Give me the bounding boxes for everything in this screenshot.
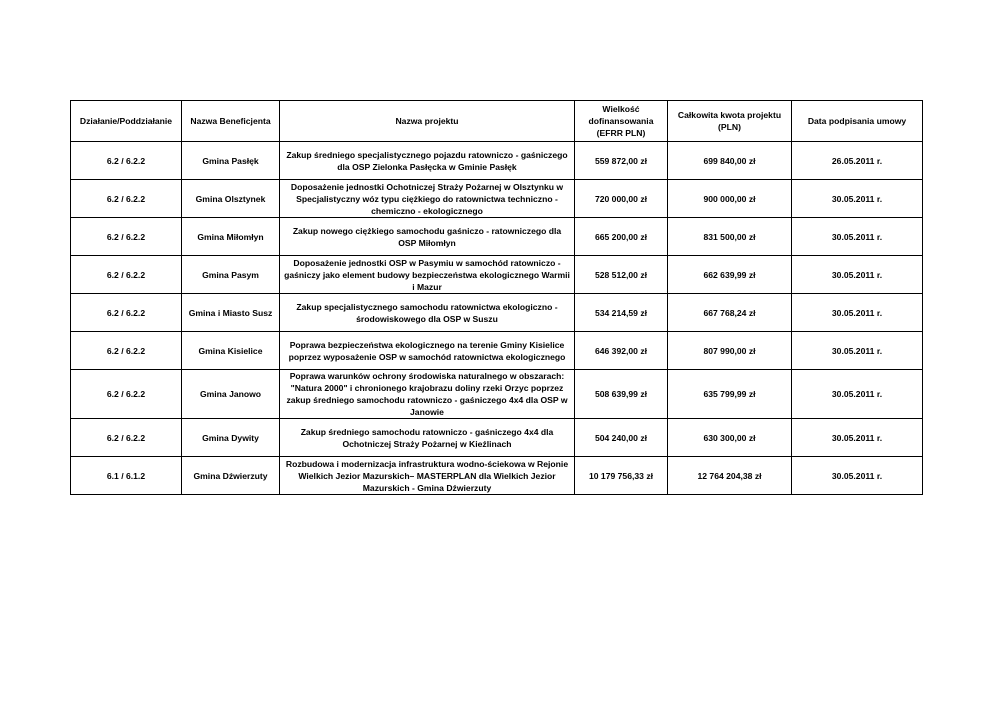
cell-signing-date: 30.05.2011 r. xyxy=(792,419,923,457)
table-row xyxy=(71,180,923,218)
cell-measure: 6.1 / 6.1.2 xyxy=(71,457,182,495)
cell-measure: 6.2 / 6.2.2 xyxy=(71,218,182,256)
cell-cofinancing: 534 214,59 zł xyxy=(575,294,668,332)
cell-measure: 6.2 / 6.2.2 xyxy=(71,256,182,294)
cell-project-name: Doposażenie jednostki Ochotniczej Straży Pożarnej w Olsztynku w Specjalistyczny wóz typu ciężkiego do ratownictwa techniczno - chemiczno - ekologicznego xyxy=(280,180,575,218)
cell-project-name: Doposażenie jednostki OSP w Pasymiu w samochód ratowniczo - gaśniczy jako element budowy bezpieczeństwa ekologicznego Warmii i Mazur xyxy=(280,256,575,294)
table-row xyxy=(71,294,923,332)
cell-cofinancing: 504 240,00 zł xyxy=(575,419,668,457)
cell-signing-date: 26.05.2011 r. xyxy=(792,142,923,180)
cell-total-amount: 667 768,24 zł xyxy=(668,294,792,332)
header-signing-date: Data podpisania umowy xyxy=(792,101,923,142)
header-measure: Działanie/Poddziałanie xyxy=(71,101,182,142)
cell-cofinancing: 508 639,99 zł xyxy=(575,370,668,419)
cell-total-amount: 635 799,99 zł xyxy=(668,370,792,419)
cell-cofinancing: 665 200,00 zł xyxy=(575,218,668,256)
table-header-row xyxy=(71,101,923,142)
cell-beneficiary: Gmina Dźwierzuty xyxy=(182,457,280,495)
cell-project-name: Poprawa bezpieczeństwa ekologicznego na terenie Gminy Kisielice poprzez wyposażenie OSP w samochód ratownictwa ekologicznego xyxy=(280,332,575,370)
cell-total-amount: 662 639,99 zł xyxy=(668,256,792,294)
cell-measure: 6.2 / 6.2.2 xyxy=(71,180,182,218)
header-project-name: Nazwa projektu xyxy=(280,101,575,142)
cell-beneficiary: Gmina Kisielice xyxy=(182,332,280,370)
cell-measure: 6.2 / 6.2.2 xyxy=(71,332,182,370)
cell-project-name: Rozbudowa i modernizacja infrastruktura wodno-ściekowa w Rejonie Wielkich Jezior Mazurskich– MASTERPLAN dla Wielkich Jezior Mazurskich - Gmina Dźwierzuty xyxy=(280,457,575,495)
cell-signing-date: 30.05.2011 r. xyxy=(792,370,923,419)
cell-project-name: Zakup nowego ciężkiego samochodu gaśniczo - ratowniczego dla OSP Miłomłyn xyxy=(280,218,575,256)
table-row xyxy=(71,218,923,256)
cell-total-amount: 807 990,00 zł xyxy=(668,332,792,370)
cell-project-name: Poprawa warunków ochrony środowiska naturalnego w obszarach: "Natura 2000" i chronionego krajobrazu doliny rzeki Orzyc poprzez zakup średniego samochodu ratowniczo - gaśniczego 4x4 dla OSP w Janowie xyxy=(280,370,575,419)
table-row xyxy=(71,370,923,419)
cell-total-amount: 630 300,00 zł xyxy=(668,419,792,457)
cell-measure: 6.2 / 6.2.2 xyxy=(71,142,182,180)
cell-signing-date: 30.05.2011 r. xyxy=(792,180,923,218)
header-beneficiary: Nazwa Beneficjenta xyxy=(182,101,280,142)
cell-cofinancing: 720 000,00 zł xyxy=(575,180,668,218)
cell-total-amount: 831 500,00 zł xyxy=(668,218,792,256)
table-row xyxy=(71,419,923,457)
header-cofinancing: Wielkość dofinansowania (EFRR PLN) xyxy=(575,101,668,142)
cell-beneficiary: Gmina Miłomłyn xyxy=(182,218,280,256)
cell-measure: 6.2 / 6.2.2 xyxy=(71,294,182,332)
cell-signing-date: 30.05.2011 r. xyxy=(792,332,923,370)
cell-project-name: Zakup średniego samochodu ratowniczo - gaśniczego 4x4 dla Ochotniczej Straży Pożarnej w Kieźlinach xyxy=(280,419,575,457)
table-row xyxy=(71,332,923,370)
cell-cofinancing: 528 512,00 zł xyxy=(575,256,668,294)
cell-total-amount: 900 000,00 zł xyxy=(668,180,792,218)
cell-measure: 6.2 / 6.2.2 xyxy=(71,370,182,419)
cell-cofinancing: 559 872,00 zł xyxy=(575,142,668,180)
cell-beneficiary: Gmina Janowo xyxy=(182,370,280,419)
cell-beneficiary: Gmina i Miasto Susz xyxy=(182,294,280,332)
cell-project-name: Zakup specjalistycznego samochodu ratownictwa ekologiczno - środowiskowego dla OSP w Suszu xyxy=(280,294,575,332)
cell-beneficiary: Gmina Pasłęk xyxy=(182,142,280,180)
table-row xyxy=(71,142,923,180)
cell-beneficiary: Gmina Pasym xyxy=(182,256,280,294)
cell-beneficiary: Gmina Olsztynek xyxy=(182,180,280,218)
table-row xyxy=(71,256,923,294)
cell-measure: 6.2 / 6.2.2 xyxy=(71,419,182,457)
cell-signing-date: 30.05.2011 r. xyxy=(792,457,923,495)
table-row xyxy=(71,457,923,495)
table-body xyxy=(71,142,923,495)
cell-signing-date: 30.05.2011 r. xyxy=(792,256,923,294)
grants-table xyxy=(70,100,923,495)
cell-signing-date: 30.05.2011 r. xyxy=(792,294,923,332)
cell-total-amount: 699 840,00 zł xyxy=(668,142,792,180)
cell-cofinancing: 10 179 756,33 zł xyxy=(575,457,668,495)
header-total-amount: Całkowita kwota projektu (PLN) xyxy=(668,101,792,142)
cell-signing-date: 30.05.2011 r. xyxy=(792,218,923,256)
cell-beneficiary: Gmina Dywity xyxy=(182,419,280,457)
cell-cofinancing: 646 392,00 zł xyxy=(575,332,668,370)
cell-project-name: Zakup średniego specjalistycznego pojazdu ratowniczo - gaśniczego dla OSP Zielonka Pasłęcka w Gminie Pasłęk xyxy=(280,142,575,180)
cell-total-amount: 12 764 204,38 zł xyxy=(668,457,792,495)
